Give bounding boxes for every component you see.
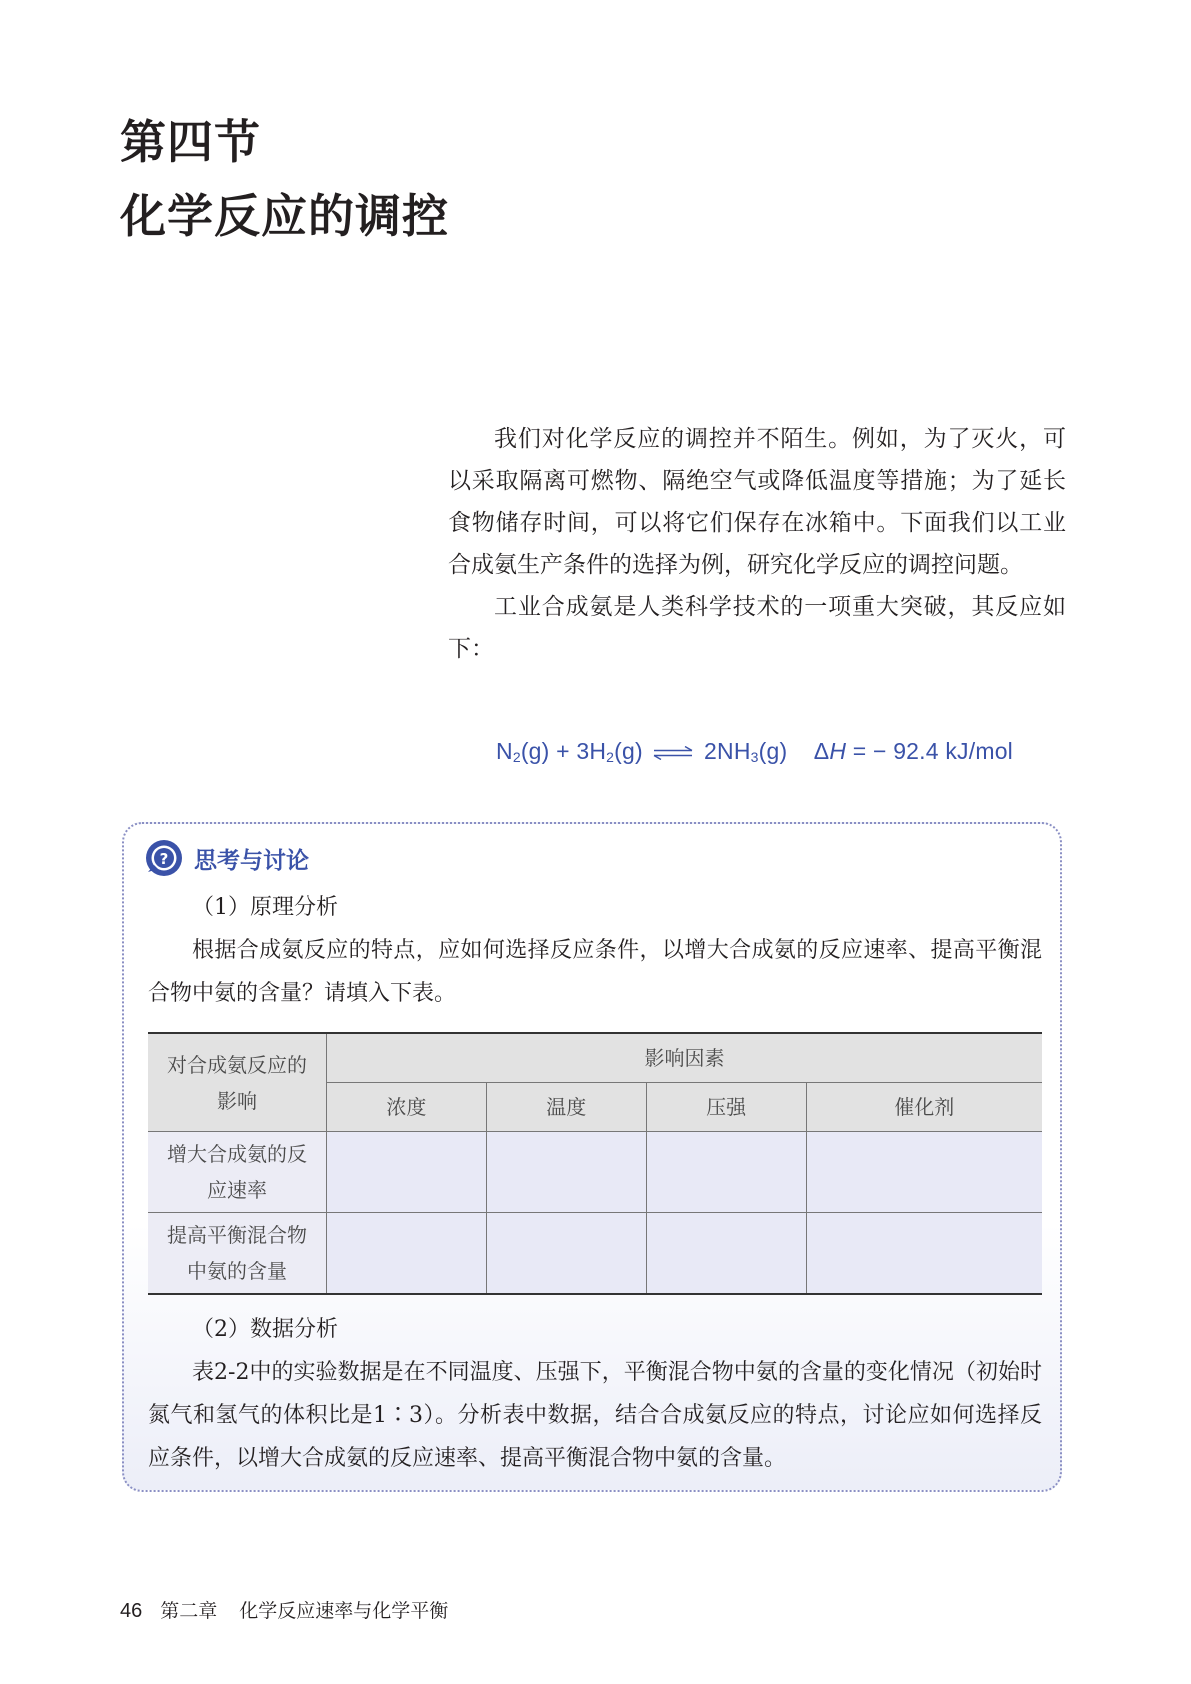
part1-heading: （1）原理分析: [192, 895, 338, 920]
table-row-header: 提高平衡混合物中氨的含量: [148, 1213, 327, 1295]
intro-paragraph: 工业合成氨是人类科学技术的一项重大突破，其反应如下：: [448, 594, 1066, 662]
part2-heading: （2）数据分析: [192, 1317, 338, 1342]
table-blank-cell[interactable]: [486, 1213, 646, 1295]
page-number: 46: [120, 1600, 143, 1622]
eq-reactant-state: (g): [614, 738, 643, 764]
table-corner-cell: 对合成氨反应的影响: [148, 1033, 327, 1132]
section-title: 化学反应的调控: [120, 189, 449, 243]
section-number-title: 第四节: [120, 115, 261, 169]
table-blank-cell[interactable]: [486, 1132, 646, 1213]
factors-table: [148, 1032, 1042, 1295]
footer-chapter-title: 化学反应速率与化学平衡: [239, 1601, 449, 1622]
discussion-title: 思考与讨论: [194, 847, 309, 874]
eq-enthalpy: = − 92.4 kJ/mol: [846, 738, 1013, 764]
discussion-box: [122, 822, 1062, 1492]
eq-n2: N: [496, 738, 513, 764]
table-column-header: 催化剂: [806, 1083, 1042, 1132]
table-blank-cell[interactable]: [806, 1213, 1042, 1295]
part2-block: [148, 1308, 1042, 1480]
table-column-header: 浓度: [327, 1083, 487, 1132]
table-blank-cell[interactable]: [327, 1132, 487, 1213]
eq-h-symbol: H: [829, 738, 847, 764]
svg-text:?: ?: [159, 850, 169, 868]
table-blank-cell[interactable]: [646, 1213, 806, 1295]
table-blank-cell[interactable]: [806, 1132, 1042, 1213]
part2-text: 表2-2中的实验数据是在不同温度、压强下，平衡混合物中氨的含量的变化情况（初始时氮气和氢气的体积比是1∶3）。分析表中数据，结合合成氨反应的特点，讨论应如何选择反应条件，以增大合成氨的反应速率、提高平衡混合物中氨的含量。: [148, 1360, 1042, 1471]
table-row: [148, 1132, 1042, 1213]
eq-subscript: 2: [606, 749, 615, 765]
eq-reactant-text: (g) + 3H: [520, 738, 607, 764]
eq-subscript: 3: [750, 749, 759, 765]
table-blank-cell[interactable]: [646, 1132, 806, 1213]
table-blank-cell[interactable]: [327, 1213, 487, 1295]
footer-chapter: 第二章: [160, 1601, 218, 1622]
table-group-header: 影响因素: [327, 1033, 1043, 1083]
discussion-header: [144, 838, 309, 878]
reaction-equation: [496, 738, 1013, 765]
equilibrium-arrow-icon: [653, 746, 693, 760]
table-column-header: 压强: [646, 1083, 806, 1132]
intro-text: [448, 418, 1066, 670]
eq-product-state: (g): [758, 738, 788, 764]
table-row: [148, 1213, 1042, 1295]
table-column-header: 温度: [486, 1083, 646, 1132]
table-row-header: 增大合成氨的反应速率: [148, 1132, 327, 1213]
part1-block: [148, 886, 1042, 1015]
page-footer: [120, 1596, 448, 1623]
eq-delta: Δ: [813, 738, 830, 764]
eq-product: 2NH: [704, 738, 751, 764]
eq-subscript: 2: [512, 749, 521, 765]
question-bubble-icon: [144, 838, 184, 878]
part1-text: 根据合成氨反应的特点，应如何选择反应条件，以增大合成氨的反应速率、提高平衡混合物中氨的含量？请填入下表。: [148, 938, 1042, 1006]
intro-paragraph: 我们对化学反应的调控并不陌生。例如，为了灭火，可以采取隔离可燃物、隔绝空气或降低温度等措施；为了延长食物储存时间，可以将它们保存在冰箱中。下面我们以工业合成氨生产条件的选择为例，研究化学反应的调控问题。: [448, 426, 1066, 578]
